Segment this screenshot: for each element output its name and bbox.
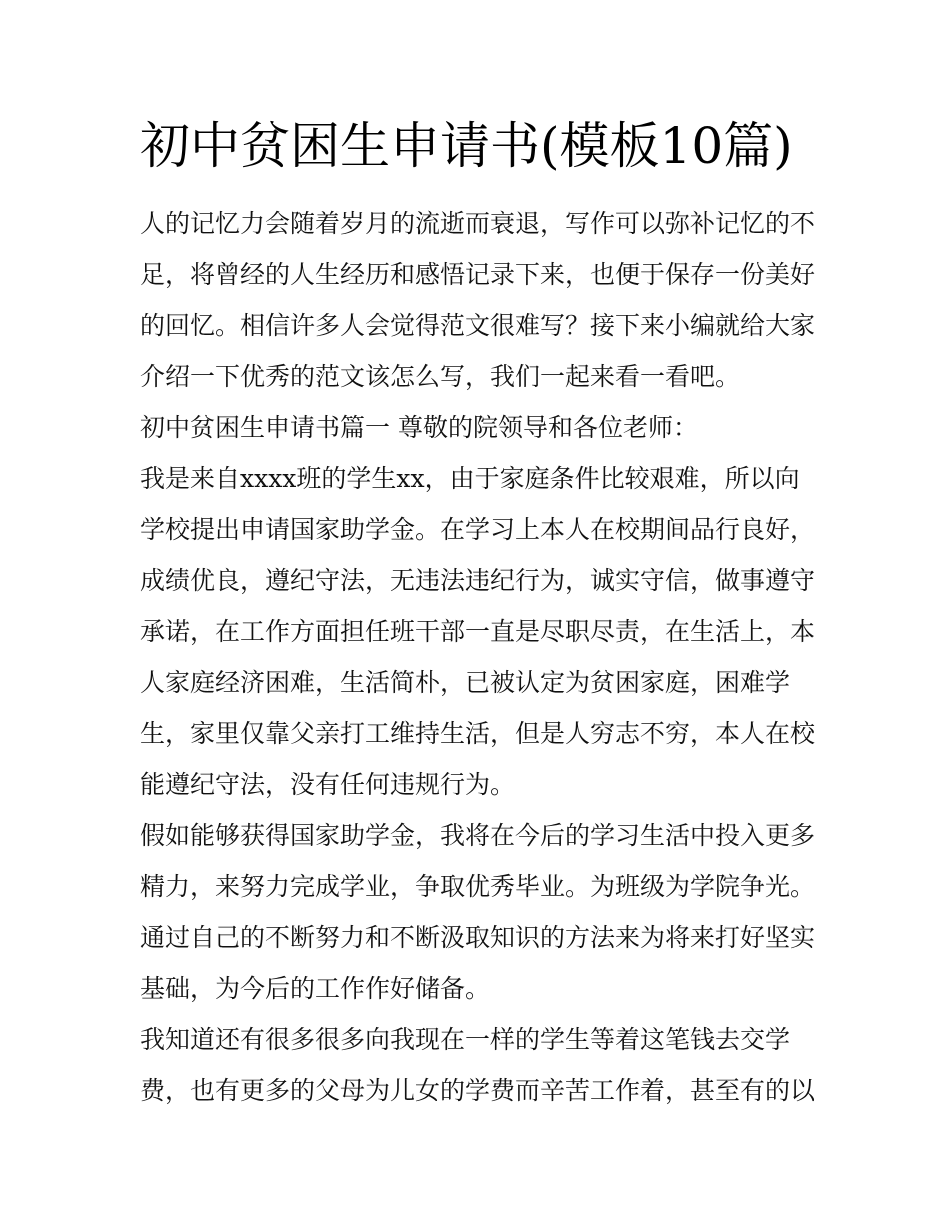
body-line: 我知道还有很多很多向我现在一样的学生等着这笔钱去交学 (140, 1025, 791, 1054)
body-line: 人家庭经济困难，生活简朴，已被认定为贫困家庭，困难学 (140, 668, 791, 697)
body-line: 足，将曾经的人生经历和感悟记录下来，也便于保存一份美好 (140, 260, 816, 289)
document-body (140, 198, 820, 1116)
body-line: 精力，来努力完成学业，争取优秀毕业。为班级为学院争光。 (140, 872, 816, 901)
body-line: 承诺，在工作方面担任班干部一直是尽职尽责，在生活上，本 (140, 617, 816, 646)
body-line: 基础，为今后的工作作好储备。 (140, 974, 491, 1003)
document-title: 初中贫困生申请书(模板10篇) (140, 117, 793, 175)
body-line: 的回忆。相信许多人会觉得范文很难写？接下来小编就给大家 (140, 311, 816, 340)
body-line: 假如能够获得国家助学金，我将在今后的学习生活中投入更多 (140, 821, 816, 850)
body-line: 能遵纪守法，没有任何违规行为。 (140, 770, 516, 799)
body-line: 人的记忆力会随着岁月的流逝而衰退，写作可以弥补记忆的不 (140, 209, 816, 238)
body-line: 成绩优良，遵纪守法，无违法违纪行为，诚实守信，做事遵守 (140, 566, 816, 595)
body-line: 介绍一下优秀的范文该怎么写，我们一起来看一看吧。 (140, 362, 741, 391)
body-line: 学校提出申请国家助学金。在学习上本人在校期间品行良好， (140, 515, 816, 544)
body-line: 通过自己的不断努力和不断汲取知识的方法来为将来打好坚实 (140, 923, 816, 952)
body-line: 费，也有更多的父母为儿女的学费而辛苦工作着，甚至有的以 (140, 1076, 816, 1105)
body-line: 生，家里仅靠父亲打工维持生活，但是人穷志不穷，本人在校 (140, 719, 816, 748)
body-line: 我是来自xxxx班的学生xx，由于家庭条件比较艰难，所以向 (140, 464, 800, 493)
section-heading-line: 初中贫困生申请书篇一 尊敬的院领导和各位老师： (140, 413, 698, 442)
